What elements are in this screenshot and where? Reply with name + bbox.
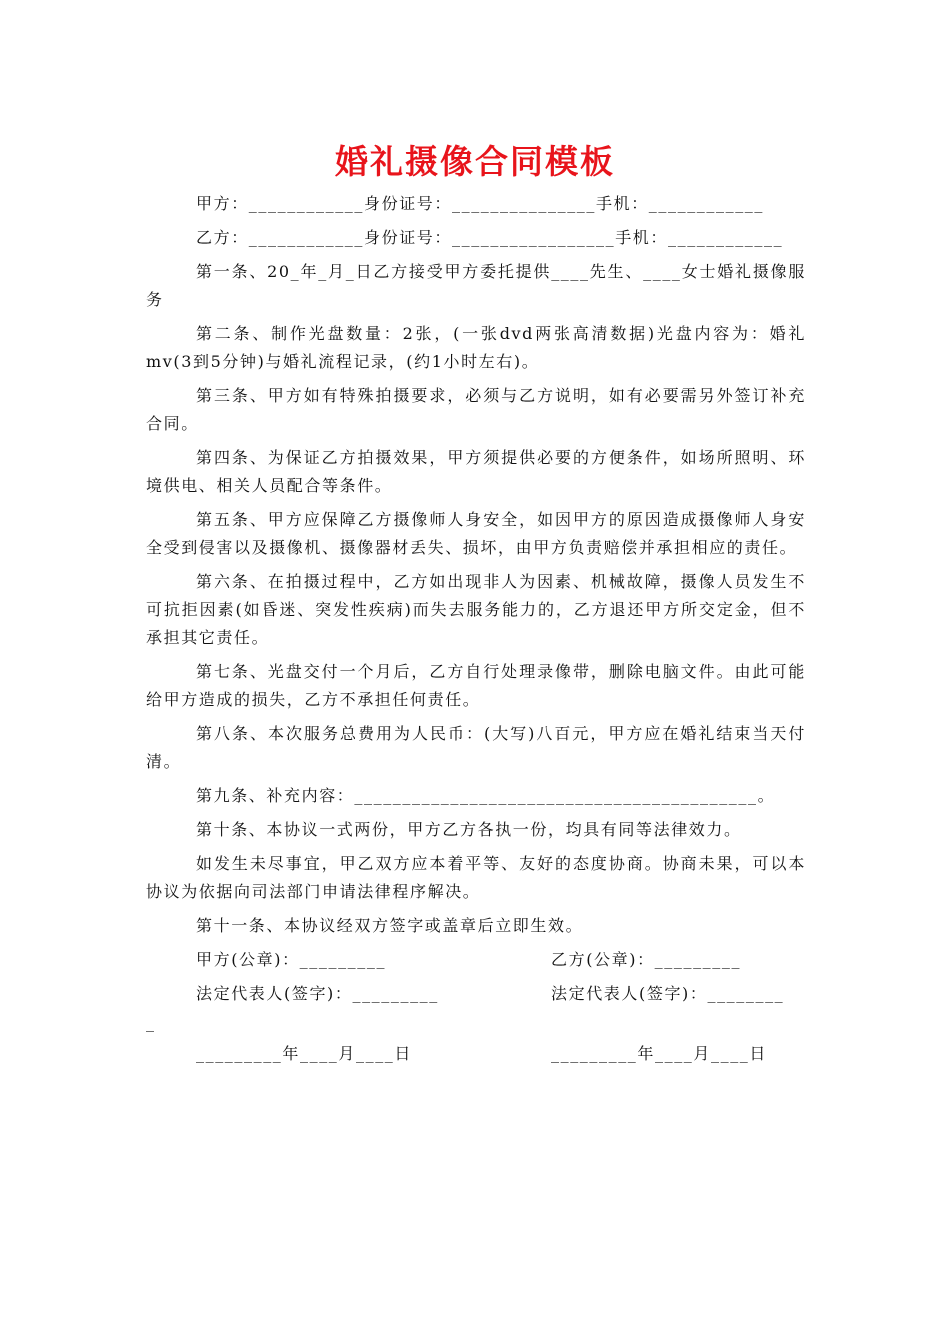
date-row (146, 1040, 806, 1074)
document-body (146, 190, 806, 1074)
clause-1: 第一条、20_年_月_日乙方接受甲方委托提供____先生、____女士婚礼摄像服务 (146, 262, 806, 309)
clause-10: 第十条、本协议一式两份，甲方乙方各执一份，均具有同等法律效力。 (196, 820, 742, 839)
party-b-seal: 乙方(公章)：_________ (551, 950, 742, 969)
clause-6: 第六条、在拍摄过程中，乙方如出现非人为因素、机械故障，摄像人员发生不可抗拒因素(如昏迷、突发性疾病)而失去服务能力的，乙方退还甲方所交定金，但不承担其它责任。 (146, 572, 806, 647)
clause-5: 第五条、甲方应保障乙方摄像师人身安全，如因甲方的原因造成摄像师人身安全受到侵害以及摄像机、摄像器材丢失、损坏，由甲方负责赔偿并承担相应的责任。 (146, 510, 806, 557)
clause-11: 第十一条、本协议经双方签字或盖章后立即生效。 (196, 916, 584, 935)
party-a-seal: 甲方(公章)：_________ (196, 950, 387, 969)
party-b-representative: 法定代表人(签字)：________ (551, 984, 785, 1003)
document-title: 婚礼摄像合同模板 (335, 142, 615, 181)
party-b-date: _________年____月____日 (551, 1044, 767, 1063)
party-a-line: 甲方：____________身份证号：_______________手机：____________ (196, 194, 764, 213)
representative-row (146, 980, 806, 1014)
clause-7: 第七条、光盘交付一个月后，乙方自行处理录像带，删除电脑文件。由此可能给甲方造成的损失，乙方不承担任何责任。 (146, 662, 806, 709)
stray-underscore: _ (146, 1013, 156, 1032)
party-a-date: _________年____月____日 (196, 1044, 412, 1063)
clause-2: 第二条、制作光盘数量：2张，(一张dvd两张高清数据)光盘内容为：婚礼mv(3到5分钟)与婚礼流程记录，(约1小时左右)。 (146, 324, 806, 371)
clause-8: 第八条、本次服务总费用为人民币：(大写)八百元，甲方应在婚礼结束当天付清。 (146, 724, 806, 771)
party-a-representative: 法定代表人(签字)：_________ (196, 984, 439, 1003)
party-b-line: 乙方：____________身份证号：_________________手机：____________ (196, 228, 784, 247)
clause-3: 第三条、甲方如有特殊拍摄要求，必须与乙方说明，如有必要需另外签订补充合同。 (146, 386, 806, 433)
clause-unresolved-matters: 如发生未尽事宜，甲乙双方应本着平等、友好的态度协商。协商未果，可以本协议为依据向司法部门申请法律程序解决。 (146, 854, 806, 901)
clause-4: 第四条、为保证乙方拍摄效果，甲方须提供必要的方便条件，如场所照明、环境供电、相关人员配合等条件。 (146, 448, 806, 495)
clause-9: 第九条、补充内容：__________________________________________。 (196, 786, 776, 805)
seal-row (146, 946, 806, 980)
